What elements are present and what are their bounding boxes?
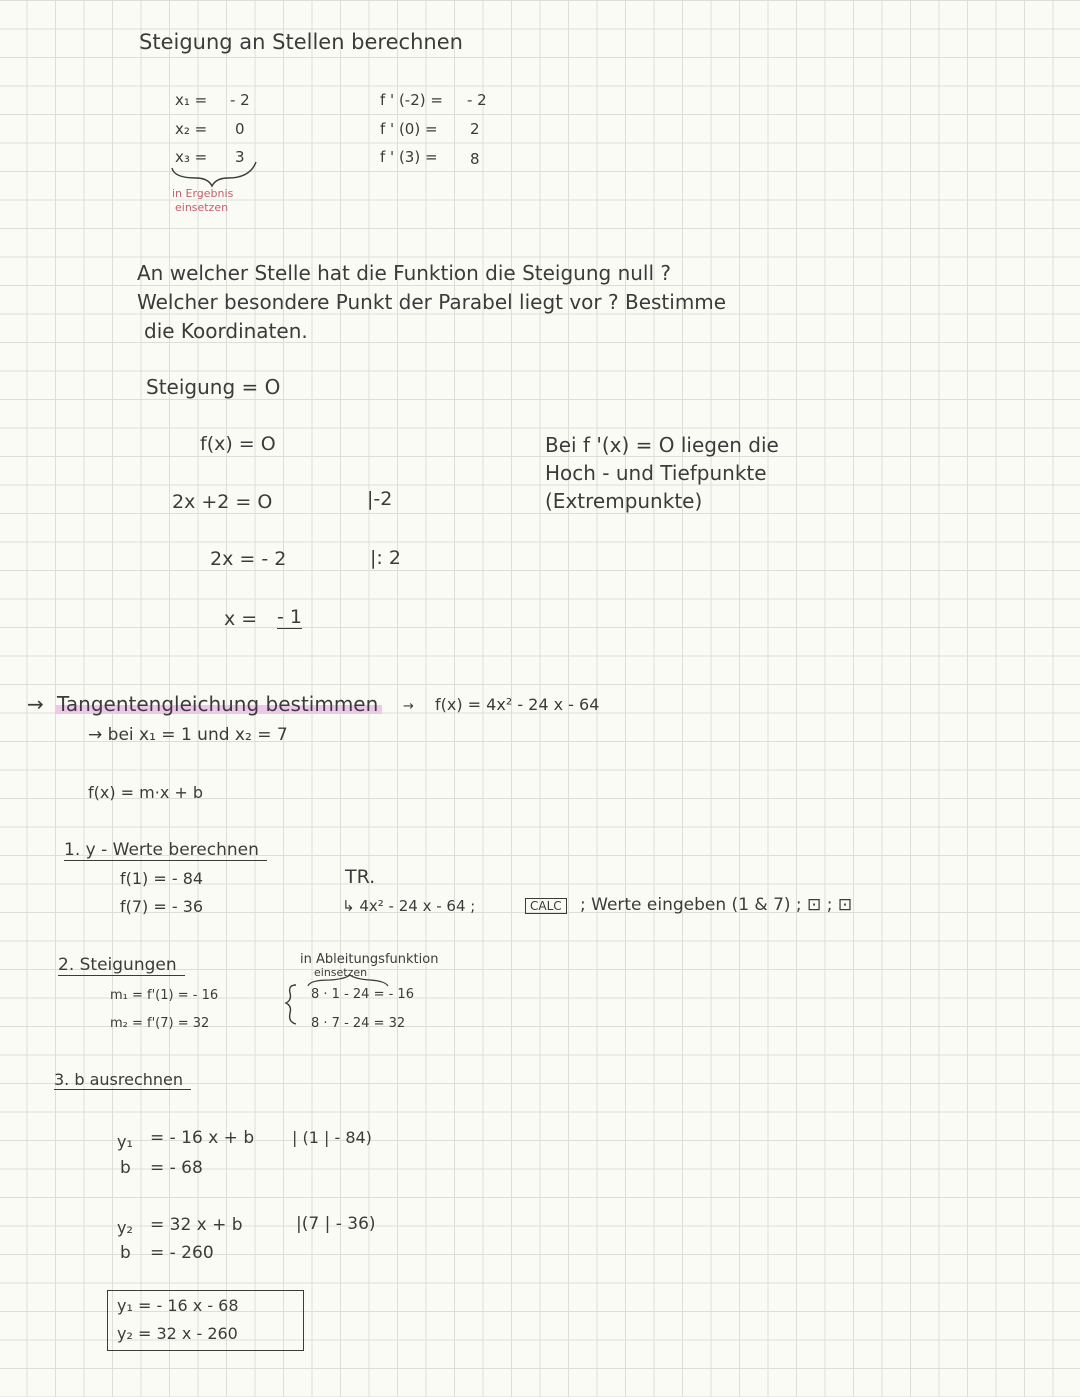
extrema-note-line2: Hoch - und Tiefpunkte [545, 461, 767, 485]
x1-value: - 2 [230, 91, 250, 109]
general-linear-form: f(x) = m·x + b [88, 783, 204, 802]
x2-label: x₂ = [175, 120, 208, 138]
tangent-equation-1: y₁ = - 16 x - 68 [117, 1296, 239, 1315]
tangent-heading: Tangentengleichung bestimmen [55, 694, 382, 714]
operation-divide-2: |: 2 [370, 547, 401, 569]
step1-heading: 1. y - Werte berechnen [64, 842, 267, 861]
b2-value: = - 260 [150, 1243, 214, 1263]
step2-heading: 2. Steigungen [58, 957, 185, 976]
y2-label: y₂ [117, 1218, 133, 1237]
derivative-calc-1: 8 · 1 - 24 = - 16 [311, 987, 414, 1002]
equation-x-result: - 1 [277, 606, 302, 628]
derivative-3-value: 8 [470, 150, 480, 168]
question-line-1: An welcher Stelle hat die Funktion die Steigung null ? [137, 261, 672, 285]
arrow-icon: → [27, 692, 44, 716]
derivative-note-line2: einsetzen [314, 966, 368, 979]
calculator-instructions: ; Werte eingeben (1 & 7) ; ⊡ ; ⊡ [580, 895, 853, 915]
question-line-3: die Koordinaten. [144, 319, 308, 343]
equation-x-lhs: x = [224, 608, 258, 630]
calculator-input: ↳ 4x² - 24 x - 64 ; [342, 897, 476, 915]
derivative-note-line1: in Ableitungsfunktion [300, 952, 439, 967]
calc-key: CALC [525, 898, 567, 914]
derivative-minus2: f ' (-2) = [380, 91, 443, 109]
arrow-right-icon: → [403, 699, 414, 714]
derivative-0-value: 2 [470, 120, 480, 138]
y2-equation: = 32 x + b [150, 1215, 243, 1235]
x3-label: x₃ = [175, 148, 208, 166]
equation-fx-zero: f(x) = O [200, 433, 276, 455]
y1-label: y₁ [117, 1132, 133, 1151]
tangent-equation-2: y₂ = 32 x - 260 [117, 1324, 238, 1343]
calculator-label: TR. [345, 866, 376, 888]
function-definition: f(x) = 4x² - 24 x - 64 [435, 695, 600, 714]
equation-2x-plus-2: 2x +2 = O [172, 491, 273, 513]
operation-minus-2: |-2 [367, 488, 393, 510]
b1-value: = - 68 [150, 1158, 203, 1178]
section-heading-steigung: Steigung an Stellen berechnen [139, 30, 463, 54]
x1-label: x₁ = [175, 91, 208, 109]
extrema-note-line3: (Extrempunkte) [545, 489, 703, 513]
b1-label: b [120, 1158, 131, 1178]
point-2: |(7 | - 36) [296, 1214, 376, 1234]
curly-brace-derivative [286, 985, 296, 1024]
derivative-3: f ' (3) = [380, 148, 438, 166]
note-ergebnis-line2: einsetzen [175, 201, 229, 214]
question-line-2: Welcher besondere Punkt der Parabel liegt vor ? Bestimme [137, 290, 727, 314]
slope-zero-line: Steigung = O [146, 375, 281, 399]
slope-m1: m₁ = f'(1) = - 16 [110, 988, 219, 1003]
y1-equation: = - 16 x + b [150, 1128, 255, 1148]
slope-m2: m₂ = f'(7) = 32 [110, 1016, 210, 1031]
y-value-f7: f(7) = - 36 [120, 897, 204, 916]
x3-value: 3 [235, 148, 245, 166]
extrema-note-line1: Bei f '(x) = O liegen die [545, 433, 779, 457]
derivative-minus2-value: - 2 [467, 91, 487, 109]
step3-heading: 3. b ausrechnen [54, 1072, 191, 1090]
b2-label: b [120, 1243, 131, 1263]
equation-2x-minus-2: 2x = - 2 [210, 548, 287, 570]
y-value-f1: f(1) = - 84 [120, 869, 204, 888]
derivative-calc-2: 8 · 7 - 24 = 32 [311, 1016, 406, 1031]
x2-value: 0 [235, 120, 245, 138]
tangent-points: → bei x₁ = 1 und x₂ = 7 [88, 725, 288, 745]
note-ergebnis-line1: in Ergebnis [172, 187, 234, 200]
point-1: | (1 | - 84) [292, 1128, 372, 1147]
derivative-0: f ' (0) = [380, 120, 438, 138]
